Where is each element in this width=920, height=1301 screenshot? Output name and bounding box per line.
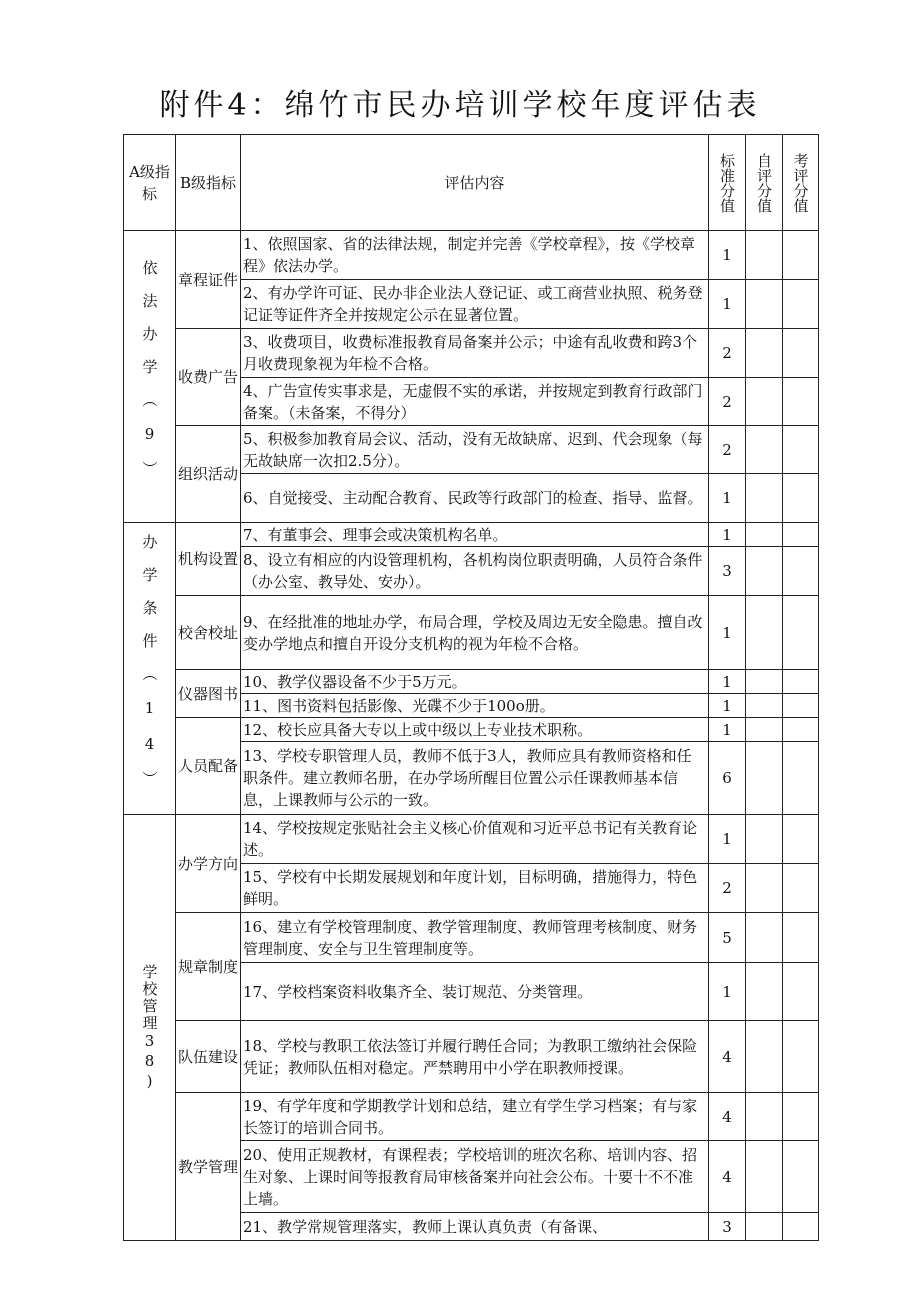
page-title: 附件4：绵竹市民办培训学校年度评估表 (159, 88, 761, 123)
self-score-cell[interactable] (746, 329, 783, 378)
evaluation-content-cell: 8、设立有相应的内设管理机构，各机构岗位职责明确，人员符合条件（办公室、教导处、安办）。 (241, 547, 709, 596)
examine-score-cell[interactable] (783, 913, 819, 963)
examine-score-cell[interactable] (783, 231, 819, 280)
examine-score-cell[interactable] (783, 742, 819, 815)
self-score-cell[interactable] (746, 670, 783, 694)
standard-score-cell: 1 (709, 231, 746, 280)
examine-score-cell[interactable] (783, 963, 819, 1021)
a-level-cell: 办学条件（14） (124, 523, 176, 815)
self-score-cell[interactable] (746, 1141, 783, 1213)
examine-score-cell[interactable] (783, 718, 819, 742)
standard-score-cell: 2 (709, 426, 746, 474)
examine-score-cell[interactable] (783, 329, 819, 378)
b-level-cell: 机构设置 (176, 523, 241, 596)
evaluation-content-cell: 15、学校有中长期发展规划和年度计划，目标明确，措施得力，特色鲜明。 (241, 864, 709, 913)
standard-score-cell: 2 (709, 378, 746, 426)
self-score-cell[interactable] (746, 231, 783, 280)
a-level-cell: 学校管理38) (124, 815, 176, 1241)
evaluation-content-cell: 3、收费项目，收费标准报教育局备案并公示；中途有乱收费和跨3个月收费现象视为年检不合格。 (241, 329, 709, 378)
b-level-cell: 章程证件 (176, 231, 241, 329)
examine-score-cell[interactable] (783, 694, 819, 718)
header-b-level: B级指标 (176, 135, 241, 231)
self-score-cell[interactable] (746, 547, 783, 596)
b-level-cell: 人员配备 (176, 718, 241, 815)
self-score-cell[interactable] (746, 1213, 783, 1241)
header-standard-score: 标准分值 (709, 135, 746, 231)
examine-score-cell[interactable] (783, 547, 819, 596)
table-row (124, 815, 819, 864)
examine-score-cell[interactable] (783, 1141, 819, 1213)
self-score-cell[interactable] (746, 596, 783, 670)
b-level-cell: 队伍建设 (176, 1021, 241, 1093)
standard-score-cell: 1 (709, 815, 746, 864)
table-row (124, 1021, 819, 1093)
table-row (124, 231, 819, 280)
header-self-score: 自评分值 (746, 135, 783, 231)
standard-score-cell: 1 (709, 670, 746, 694)
b-level-cell: 办学方向 (176, 815, 241, 913)
evaluation-table (123, 134, 819, 1241)
examine-score-cell[interactable] (783, 474, 819, 523)
evaluation-content-cell: 19、有学年度和学期教学计划和总结，建立有学生学习档案；有与家长签订的培训合同书。 (241, 1093, 709, 1141)
self-score-cell[interactable] (746, 426, 783, 474)
examine-score-cell[interactable] (783, 670, 819, 694)
evaluation-content-cell: 14、学校按规定张贴社会主义核心价值观和习近平总书记有关教育论述。 (241, 815, 709, 864)
table-row (124, 523, 819, 547)
b-level-cell: 收费广告 (176, 329, 241, 426)
self-score-cell[interactable] (746, 523, 783, 547)
evaluation-content-cell: 18、学校与教职工依法签订并履行聘任合同；为教职工缴纳社会保险凭证；教师队伍相对稳定。严禁聘用中小学在职教师授课。 (241, 1021, 709, 1093)
standard-score-cell: 6 (709, 742, 746, 815)
header-content: 评估内容 (241, 135, 709, 231)
b-level-cell: 组织活动 (176, 426, 241, 523)
examine-score-cell[interactable] (783, 280, 819, 329)
evaluation-content-cell: 11、图书资料包括影像、光碟不少于100o册。 (241, 694, 709, 718)
evaluation-content-cell: 13、学校专职管理人员，教师不低于3人，教师应具有教师资格和任职条件。建立教师名册，在办学场所醒目位置公示任课教师基本信息，上课教师与公示的一致。 (241, 742, 709, 815)
standard-score-cell: 3 (709, 547, 746, 596)
standard-score-cell: 1 (709, 523, 746, 547)
table-row (124, 913, 819, 963)
examine-score-cell[interactable] (783, 523, 819, 547)
evaluation-content-cell: 4、广告宣传实事求是，无虚假不实的承诺，并按规定到教育行政部门备案。（未备案，不得分） (241, 378, 709, 426)
self-score-cell[interactable] (746, 694, 783, 718)
self-score-cell[interactable] (746, 718, 783, 742)
b-level-cell: 教学管理 (176, 1093, 241, 1241)
evaluation-content-cell: 16、建立有学校管理制度、教学管理制度、教师管理考核制度、财务管理制度、安全与卫生管理制度等。 (241, 913, 709, 963)
table-row (124, 1093, 819, 1141)
examine-score-cell[interactable] (783, 426, 819, 474)
evaluation-content-cell: 17、学校档案资料收集齐全、装订规范、分类管理。 (241, 963, 709, 1021)
standard-score-cell: 2 (709, 329, 746, 378)
table-row (124, 596, 819, 670)
self-score-cell[interactable] (746, 815, 783, 864)
standard-score-cell: 4 (709, 1141, 746, 1213)
standard-score-cell: 1 (709, 280, 746, 329)
standard-score-cell: 5 (709, 913, 746, 963)
b-level-cell: 规章制度 (176, 913, 241, 1021)
examine-score-cell[interactable] (783, 378, 819, 426)
header-row (124, 135, 819, 231)
evaluation-content-cell: 12、校长应具备大专以上或中级以上专业技术职称。 (241, 718, 709, 742)
evaluation-content-cell: 9、在经批准的地址办学，布局合理，学校及周边无安全隐患。擅自改变办学地点和擅自开设分支机构的视为年检不合格。 (241, 596, 709, 670)
examine-score-cell[interactable] (783, 1213, 819, 1241)
b-level-cell: 仪器图书 (176, 670, 241, 718)
evaluation-content-cell: 6、自觉接受、主动配合教育、民政等行政部门的检查、指导、监督。 (241, 474, 709, 523)
self-score-cell[interactable] (746, 378, 783, 426)
a-level-cell: 依法办学（9） (124, 231, 176, 523)
self-score-cell[interactable] (746, 742, 783, 815)
examine-score-cell[interactable] (783, 1093, 819, 1141)
examine-score-cell[interactable] (783, 596, 819, 670)
self-score-cell[interactable] (746, 913, 783, 963)
evaluation-content-cell: 10、教学仪器设备不少于5万元。 (241, 670, 709, 694)
header-examine-score: 考评分值 (783, 135, 819, 231)
self-score-cell[interactable] (746, 963, 783, 1021)
evaluation-content-cell: 5、积极参加教育局会议、活动，没有无故缺席、迟到、代会现象（每无故缺席一次扣2.5分）。 (241, 426, 709, 474)
table-row (124, 329, 819, 378)
standard-score-cell: 2 (709, 864, 746, 913)
header-a-level: A级指标 (124, 135, 176, 231)
table-row (124, 426, 819, 474)
standard-score-cell: 1 (709, 596, 746, 670)
evaluation-content-cell: 20、使用正规教材，有课程表；学校培训的班次名称、培训内容、招生对象、上课时间等报教育局审核备案并向社会公布。十要十不不准上墙。 (241, 1141, 709, 1213)
table-row (124, 718, 819, 742)
examine-score-cell[interactable] (783, 1021, 819, 1093)
standard-score-cell: 3 (709, 1213, 746, 1241)
b-level-cell: 校舍校址 (176, 596, 241, 670)
standard-score-cell: 1 (709, 474, 746, 523)
examine-score-cell[interactable] (783, 815, 819, 864)
table-row (124, 670, 819, 694)
self-score-cell[interactable] (746, 280, 783, 329)
evaluation-content-cell: 1、依照国家、省的法律法规，制定并完善《学校章程》，按《学校章程》依法办学。 (241, 231, 709, 280)
self-score-cell[interactable] (746, 864, 783, 913)
self-score-cell[interactable] (746, 1093, 783, 1141)
self-score-cell[interactable] (746, 474, 783, 523)
examine-score-cell[interactable] (783, 864, 819, 913)
standard-score-cell: 1 (709, 963, 746, 1021)
standard-score-cell: 4 (709, 1093, 746, 1141)
standard-score-cell: 4 (709, 1021, 746, 1093)
evaluation-content-cell: 7、有董事会、理事会或决策机构名单。 (241, 523, 709, 547)
evaluation-content-cell: 2、有办学许可证、民办非企业法人登记证、或工商营业执照、税务登记证等证件齐全并按规定公示在显著位置。 (241, 280, 709, 329)
standard-score-cell: 1 (709, 718, 746, 742)
evaluation-content-cell: 21、教学常规管理落实，教师上课认真负责（有备课、 (241, 1213, 709, 1241)
standard-score-cell: 1 (709, 694, 746, 718)
self-score-cell[interactable] (746, 1021, 783, 1093)
